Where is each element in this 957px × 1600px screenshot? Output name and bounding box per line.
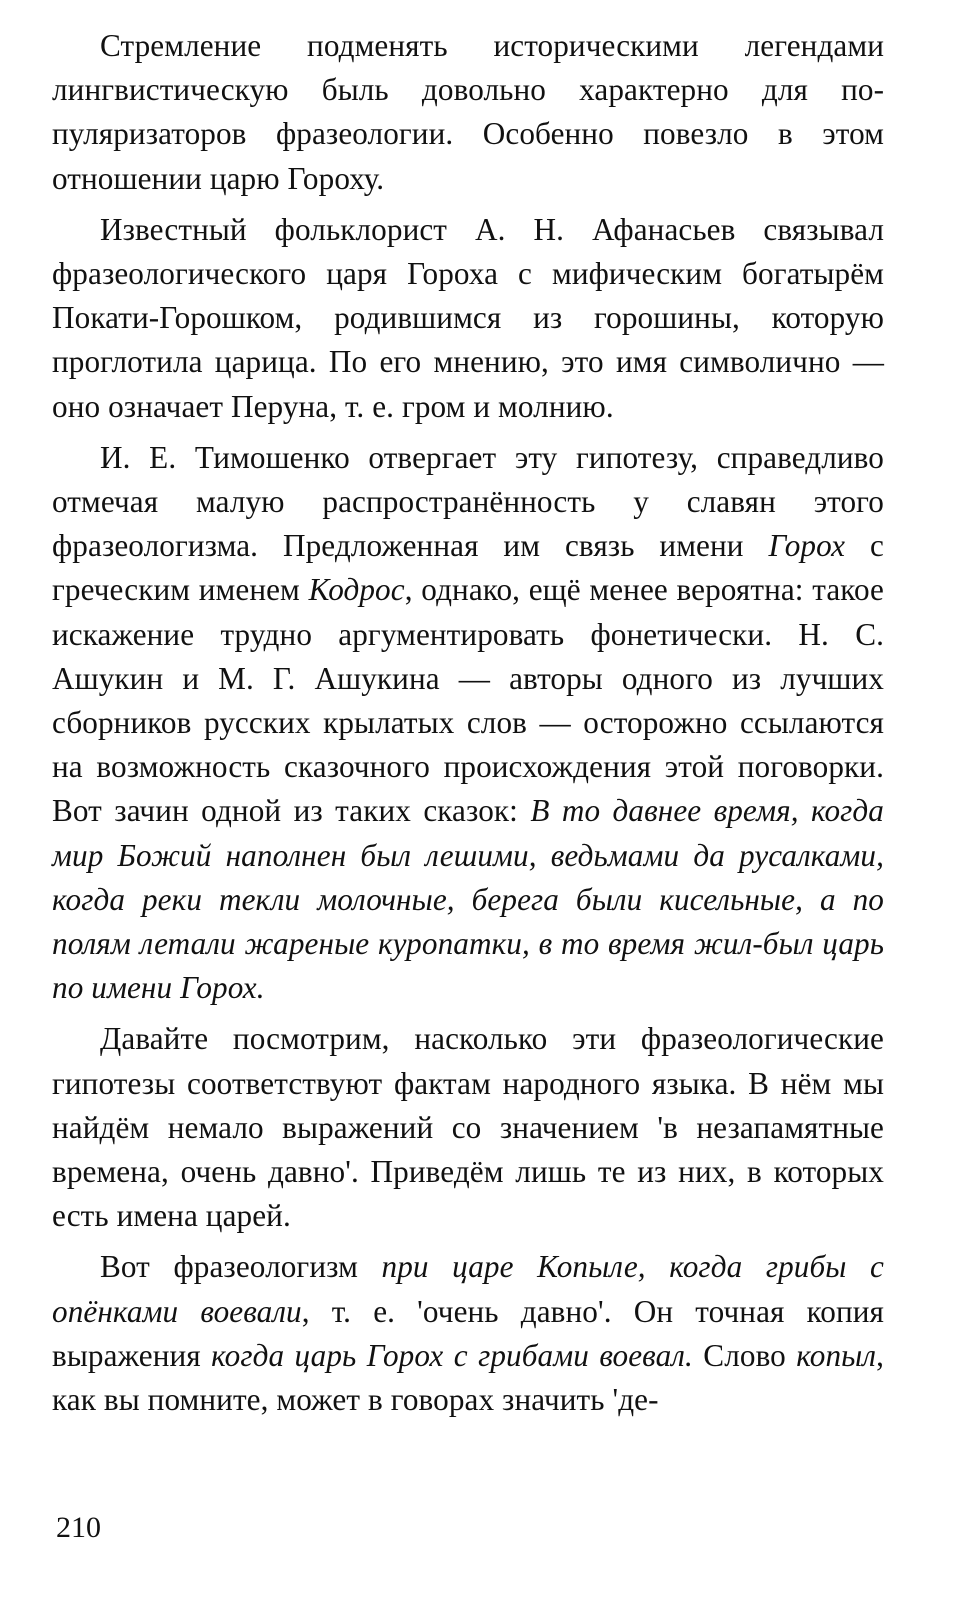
paragraph-3	[52, 436, 884, 1011]
italic-text-run: копыл	[796, 1337, 877, 1373]
text-run: Стремление подменять историческими легендами лингвистическую быль довольно характерно для популяризаторов фразеологии. Особенно повезло в этом отношении царю Гороху.	[52, 28, 884, 196]
paragraph-1	[52, 24, 884, 201]
book-page	[52, 24, 884, 1429]
italic-text-run: Кодрос	[308, 572, 405, 608]
paragraph-5	[52, 1245, 884, 1422]
italic-text-run: В то давнее время, когда мир Божий наполнен был лешими, ведьмами да русалками, когда реки текли молочные, берега были кисельные, а по полям летали жареные куропатки, в то время жил-был царь по имени Горох.	[52, 793, 885, 1006]
text-run: с греческим именем	[52, 528, 884, 608]
text-run: Слово	[692, 1337, 797, 1373]
italic-text-run: когда царь Горох с грибами воевал.	[211, 1337, 693, 1373]
text-run: , т. е. 'очень давно'. Он точная копия выражения	[52, 1293, 885, 1373]
text-run: , однако, ещё менее вероятна: такое искажение трудно аргументировать фонетически. Н. С. Ашукин и М. Г. Ашукина — авторы одного из лучших сборников русских крылатых слов — осторожно ссылаются на возможность сказочного происхождения этой поговорки. Вот зачин одной из таких сказок:	[52, 572, 884, 829]
italic-text-run: Горох	[768, 528, 846, 564]
text-run: Давайте посмотрим, насколько эти фразеологические гипотезы соответствуют фактам народного языка. В нём мы найдём немало выражений со значением 'в незапамятные времена, очень давно'. Приведём лишь те из них, в которых есть имена царей.	[52, 1021, 884, 1234]
text-run: Известный фольклорист А. Н. Афанасьев связывал фразеологического царя Гороха с мифическим богатырём Покати-Горошком, родившимся из горошины, которую проглотила царица. По его мнению, это имя символично — оно означает Перуна, т. е. гром и молнию.	[52, 211, 884, 424]
text-run: , как вы помните, может в говорах значить 'де-	[52, 1337, 884, 1418]
italic-text-run: при царе Копыле, когда грибы с опёнками воевали	[52, 1249, 885, 1329]
text-run: Вот фразеологизм	[100, 1249, 382, 1285]
paragraph-4	[52, 1017, 884, 1238]
text-run: И. Е. Тимошенко отвергает эту гипотезу, справедливо отмечая малую распространённость у славян этого фразеологизма. Предложенная им связь имени	[52, 439, 884, 564]
page-number: 210	[56, 1511, 101, 1544]
paragraph-2	[52, 208, 884, 429]
